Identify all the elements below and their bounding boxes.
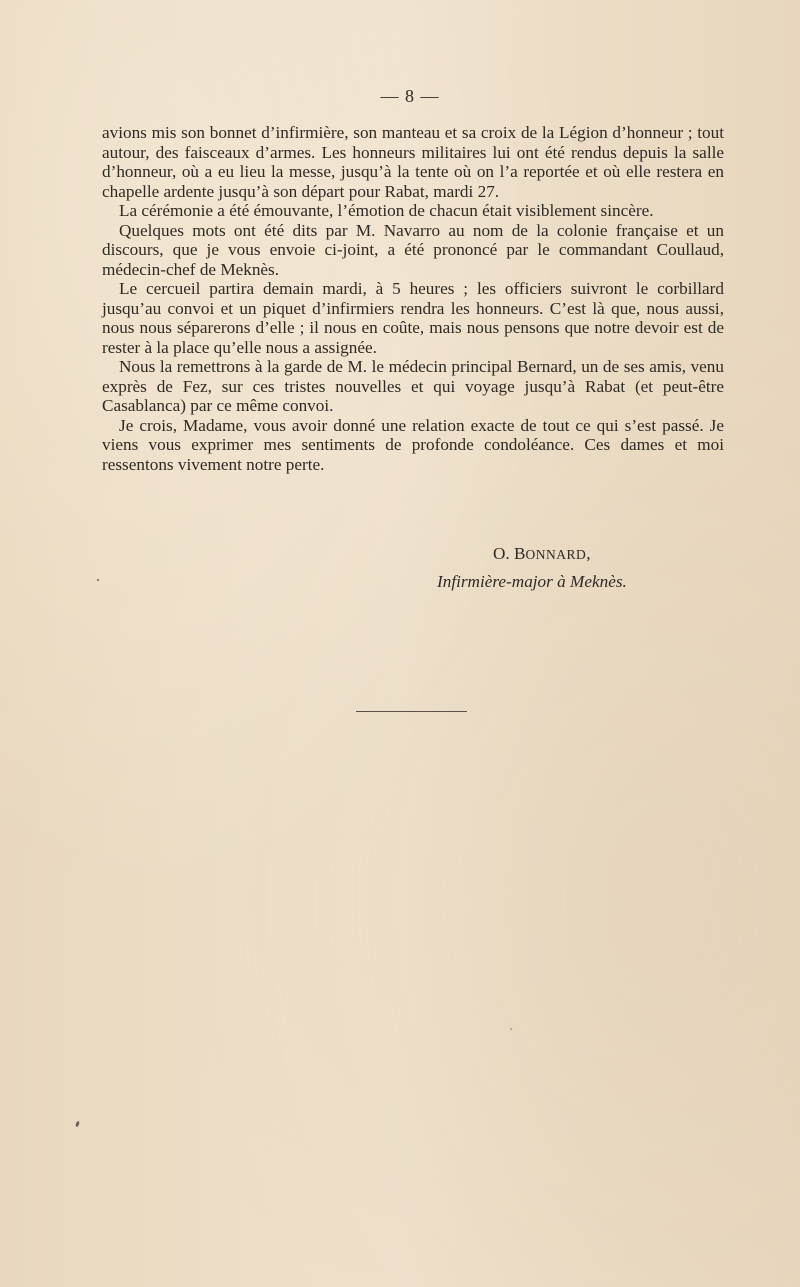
paragraph-1: avions mis son bonnet d’infirmière, son manteau et sa croix de la Légion d’honneur ; tout autour, des faisceaux d’armes. Les honneurs militaires lui ont été rendus depuis la salle d’honneur, où a eu lieu la messe, jusqu’à la tente où on l’a reportée et où elle restera en chapelle ardente jusqu’à son départ pour Rabat, mardi 27. <box>102 123 724 201</box>
signature-title: Infirmière-major à Meknès. <box>437 572 627 591</box>
paper-speck <box>75 1121 80 1128</box>
signature-initial: O. B <box>493 544 526 563</box>
paragraph-2: La cérémonie a été émouvante, l’émotion de chacun était visiblement sincère. <box>119 201 654 220</box>
signature-surname: ONNARD <box>525 547 587 562</box>
signature-comma: , <box>586 544 591 563</box>
paragraph-3: Quelques mots ont été dits par M. Navarro au nom de la colonie française et un discours, que je vous envoie ci-joint, a été prononcé par le commandant Coullaud, médecin-chef de Meknès. <box>102 220 724 279</box>
signature-name <box>420 540 740 568</box>
paper-speck <box>97 579 99 581</box>
closing-rule <box>356 711 467 712</box>
signature-block <box>420 540 740 595</box>
paragraph-5: Nous la remettrons à la garde de M. le médecin principal Bernard, un de ses amis, venu exprès de Fez, sur ces tristes nouvelles et qui voyage jusqu’à Rabat (et peut-être Casablanca) par ce même convoi. <box>102 357 724 415</box>
paper-speck <box>510 1028 512 1030</box>
paragraph-4: Le cercueil partira demain mardi, à 5 heures ; les officiers suivront le corbillard jusqu’au convoi et un piquet d’infirmiers rendra les honneurs. C’est là que, nous aussi, nous nous séparerons d’elle ; il nous en coûte, mais nous pensons que notre devoir est de rester à la place qu’elle nous a assignée. <box>102 279 724 357</box>
paragraph-6: Je crois, Madame, vous avoir donné une relation exacte de tout ce qui s’est passé. Je viens vous exprimer mes sentiments de profonde condoléance. Ces dames et moi ressentons vivement notre perte. <box>102 415 724 474</box>
letter-body <box>102 123 724 474</box>
page-number: — 8 — <box>380 86 440 106</box>
